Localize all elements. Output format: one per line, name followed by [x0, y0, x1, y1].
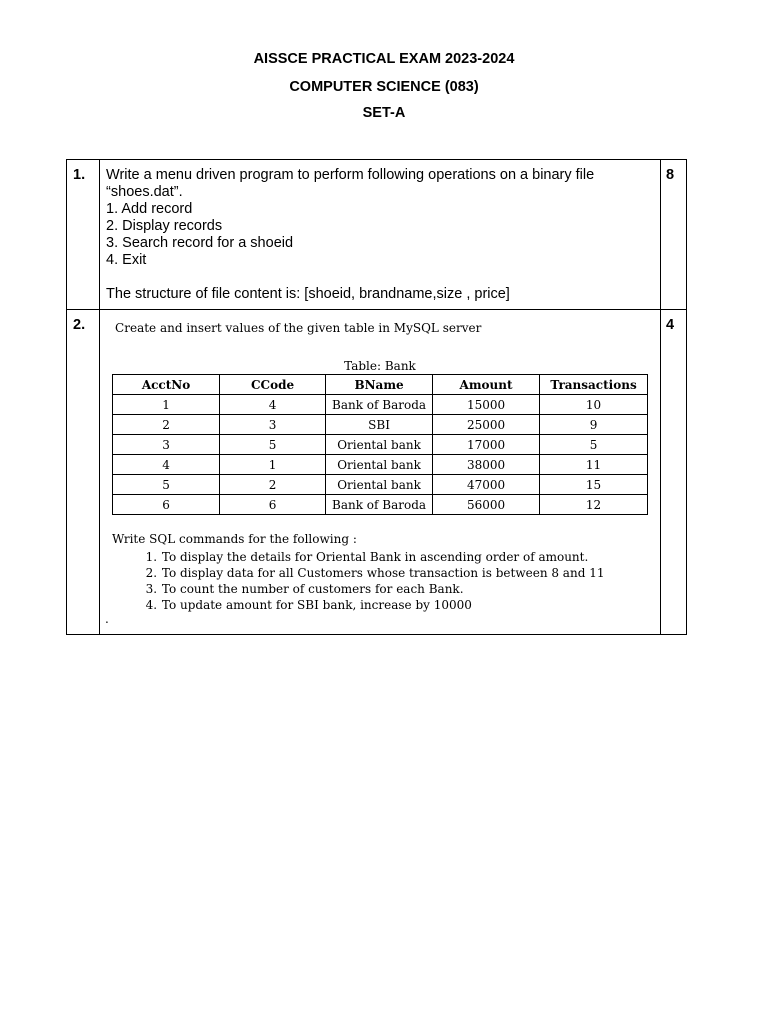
question-row-1	[67, 160, 687, 310]
table-cell: 3	[220, 415, 326, 435]
list-item	[112, 597, 604, 613]
list-text: To update amount for SBI bank, increase by 10000	[161, 598, 472, 612]
sql-instructions: Write SQL commands for the following :	[112, 532, 357, 546]
list-text: To display the details for Oriental Bank in ascending order of amount.	[161, 550, 589, 564]
file-structure-note: The structure of file content is: [shoeid, brandname,size , price]	[106, 286, 510, 302]
table-cell: 4	[220, 395, 326, 415]
question-row-2	[67, 310, 687, 635]
table-row	[113, 455, 648, 475]
menu-option: 1. Add record	[106, 201, 193, 217]
table-cell: Bank of Baroda	[326, 495, 433, 515]
table-cell: 3	[113, 435, 220, 455]
table-cell: 11	[540, 455, 648, 475]
table-cell: 5	[113, 475, 220, 495]
column-header: AcctNo	[113, 375, 220, 395]
question-line: “shoes.dat”.	[106, 184, 183, 200]
list-text: To display data for all Customers whose transaction is between 8 and 11	[161, 566, 605, 580]
question-marks: 4	[660, 310, 686, 635]
table-cell: 38000	[433, 455, 540, 475]
table-cell: 47000	[433, 475, 540, 495]
list-number: 4.	[145, 598, 158, 612]
table-caption: Table: Bank	[344, 359, 416, 373]
table-row	[113, 475, 648, 495]
table-cell: 15000	[433, 395, 540, 415]
list-number: 2.	[145, 566, 158, 580]
column-header: Transactions	[540, 375, 648, 395]
table-cell: 4	[113, 455, 220, 475]
table-cell: 12	[540, 495, 648, 515]
menu-option: 4. Exit	[106, 252, 147, 268]
table-cell: 9	[540, 415, 648, 435]
table-cell: 25000	[433, 415, 540, 435]
table-cell: SBI	[326, 415, 433, 435]
question-marks: 8	[660, 160, 686, 310]
table-cell: 15	[540, 475, 648, 495]
question-table	[66, 159, 687, 635]
table-cell: 1	[220, 455, 326, 475]
exam-title: AISSCE PRACTICAL EXAM 2023-2024	[253, 51, 515, 67]
list-number: 3.	[145, 582, 158, 596]
list-item	[112, 549, 604, 565]
column-header: Amount	[433, 375, 540, 395]
list-number: 1.	[145, 550, 158, 564]
table-cell: 2	[220, 475, 326, 495]
question-number: 1.	[67, 160, 100, 310]
set-label: SET-A	[362, 105, 406, 121]
table-row	[113, 435, 648, 455]
subject-title: COMPUTER SCIENCE (083)	[289, 79, 479, 95]
table-row	[113, 395, 648, 415]
menu-option: 2. Display records	[106, 218, 223, 234]
menu-option: 3. Search record for a shoeid	[106, 235, 294, 251]
table-row	[113, 415, 648, 435]
table-row	[113, 495, 648, 515]
table-cell: 1	[113, 395, 220, 415]
table-cell: 17000	[433, 435, 540, 455]
column-header: CCode	[220, 375, 326, 395]
table-cell: Oriental bank	[326, 475, 433, 495]
table-cell: 5	[540, 435, 648, 455]
trailing-dot: .	[105, 612, 109, 626]
bank-table-header-row	[113, 375, 648, 395]
table-cell: Oriental bank	[326, 455, 433, 475]
column-header: BName	[326, 375, 433, 395]
table-cell: Oriental bank	[326, 435, 433, 455]
question-number: 2.	[67, 310, 100, 635]
table-cell: 56000	[433, 495, 540, 515]
list-item	[112, 581, 604, 597]
list-text: To count the number of customers for each Bank.	[161, 582, 464, 596]
question-text	[100, 160, 661, 310]
table-cell: 2	[113, 415, 220, 435]
table-cell: 6	[113, 495, 220, 515]
bank-table	[112, 374, 648, 515]
question-line: Write a menu driven program to perform following operations on a binary file	[106, 167, 595, 183]
table-cell: 6	[220, 495, 326, 515]
question-text	[100, 310, 661, 635]
table-cell: 5	[220, 435, 326, 455]
sql-task-list	[112, 549, 604, 613]
question-intro: Create and insert values of the given table in MySQL server	[115, 321, 482, 335]
table-cell: 10	[540, 395, 648, 415]
table-cell: Bank of Baroda	[326, 395, 433, 415]
list-item	[112, 565, 604, 581]
